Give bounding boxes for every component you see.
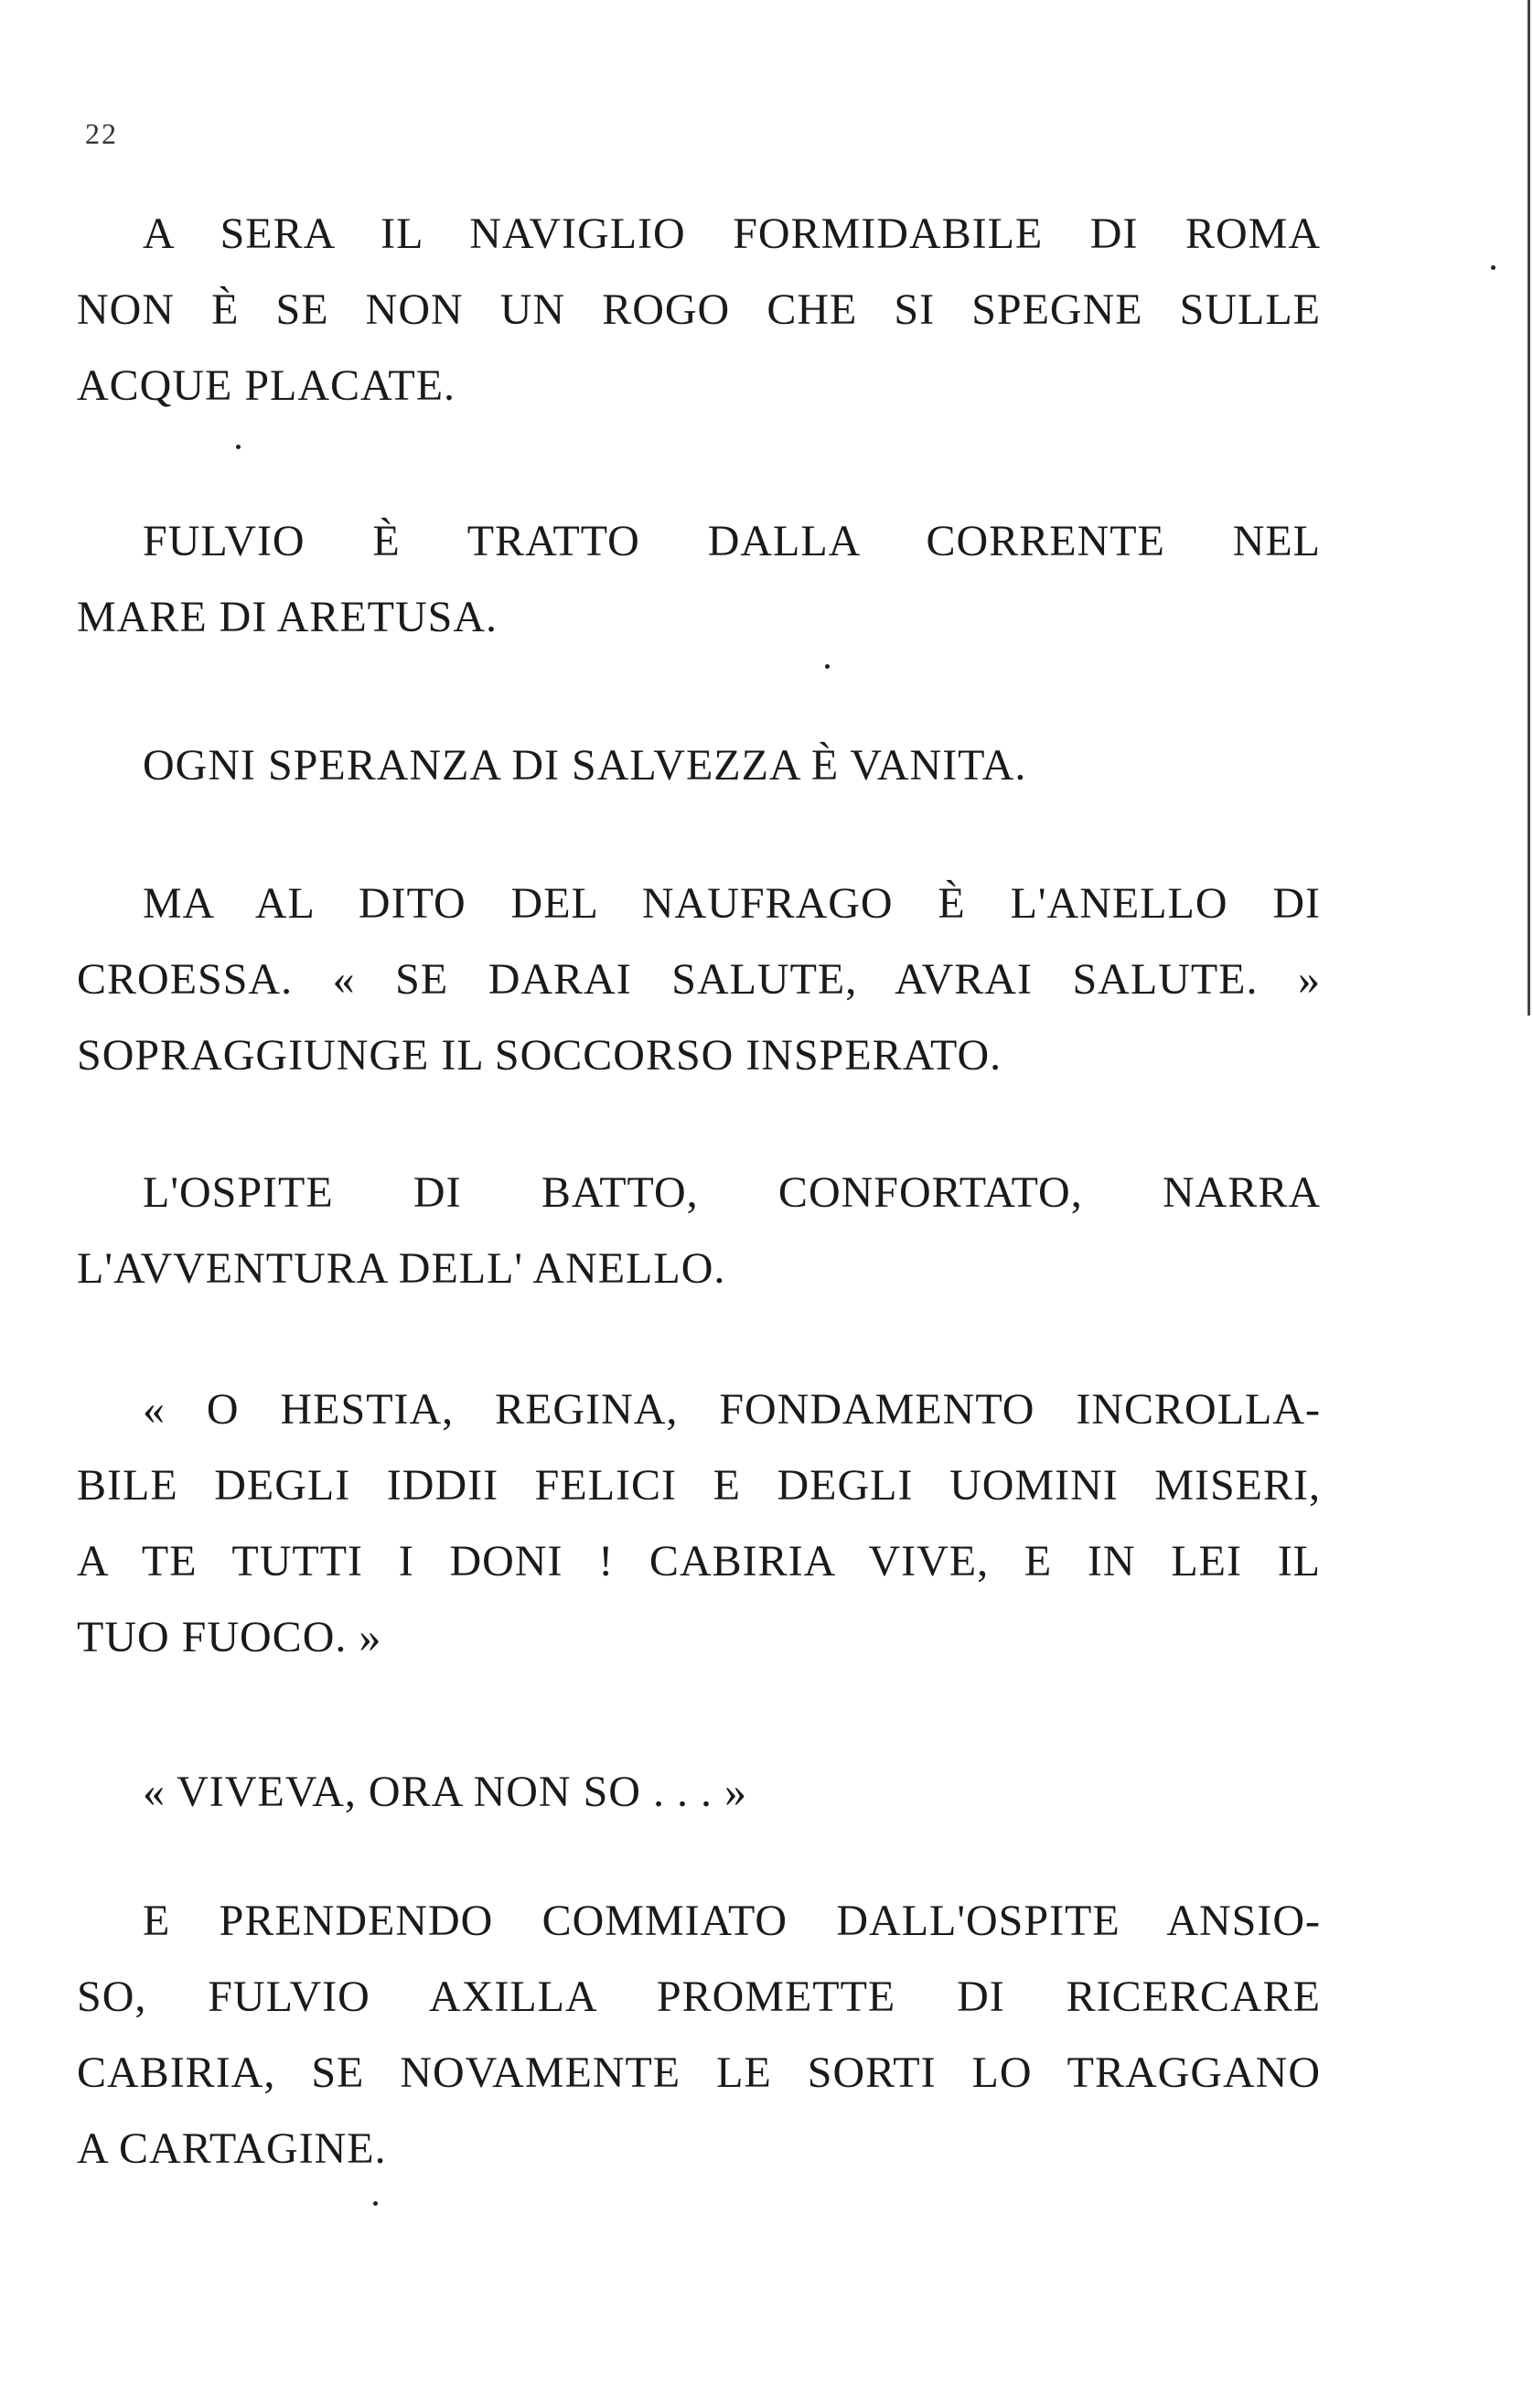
page-number: 22 [85, 117, 118, 150]
paragraph-line: CROESSA. « SE DARAI SALUTE, AVRAI SALUTE. » [77, 955, 1321, 1004]
paragraph-7 [77, 1754, 1321, 1830]
ink-speck [1491, 265, 1495, 270]
paragraph-line: MA AL DITO DEL NAUFRAGO È L'ANELLO DI [143, 879, 1321, 928]
paragraph-line: MARE DI ARETUSA. [77, 593, 498, 641]
paragraph-line: FULVIO È TRATTO DALLA CORRENTE NEL [143, 517, 1321, 565]
paragraph-line: E PRENDENDO COMMIATO DALL'OSPITE ANSIO- [143, 1897, 1321, 1945]
paragraph-line: BILE DEGLI IDDII FELICI E DEGLI UOMINI MISERI, [77, 1461, 1321, 1510]
paragraph-line: ACQUE PLACATE. [77, 361, 456, 410]
ink-speck [236, 445, 241, 449]
paragraph-line: SOPRAGGIUNGE IL SOCCORSO INSPERATO. [77, 1031, 1002, 1080]
paragraph-8 [77, 1883, 1321, 2187]
paragraph-line: A SERA IL NAVIGLIO FORMIDABILE DI ROMA [143, 210, 1321, 258]
paragraph-line: CABIRIA, SE NOVAMENTE LE SORTI LO TRAGGANO [77, 2048, 1321, 2097]
paragraph-line: NON È SE NON UN ROGO CHE SI SPEGNE SULLE [77, 285, 1321, 334]
paragraph-line: L'AVVENTURA DELL' ANELLO. [77, 1244, 726, 1293]
page-edge-rule [1528, 0, 1530, 1016]
paragraph-2 [77, 503, 1321, 655]
paragraph-1 [77, 196, 1321, 424]
paragraph-line: « VIVEVA, ORA NON SO . . . » [143, 1768, 747, 1816]
ink-speck [825, 664, 830, 669]
paragraph-line: OGNI SPERANZA DI SALVEZZA È VANITA. [143, 741, 1027, 790]
paragraph-line: SO, FULVIO AXILLA PROMETTE DI RICERCARE [77, 1973, 1321, 2021]
paragraph-4 [77, 865, 1321, 1093]
paragraph-3 [77, 727, 1321, 803]
paragraph-5 [77, 1155, 1321, 1306]
paragraph-line: L'OSPITE DI BATTO, CONFORTATO, NARRA [143, 1168, 1321, 1217]
paragraph-line: A TE TUTTI I DONI ! CABIRIA VIVE, E IN LEI IL [77, 1537, 1321, 1586]
paragraph-6 [77, 1371, 1321, 1675]
paragraph-line: « O HESTIA, REGINA, FONDAMENTO INCROLLA- [143, 1385, 1321, 1434]
paragraph-line: A CARTAGINE. [77, 2124, 387, 2173]
paragraph-line: TUO FUOCO. » [77, 1613, 382, 1661]
ink-speck [373, 2201, 378, 2206]
